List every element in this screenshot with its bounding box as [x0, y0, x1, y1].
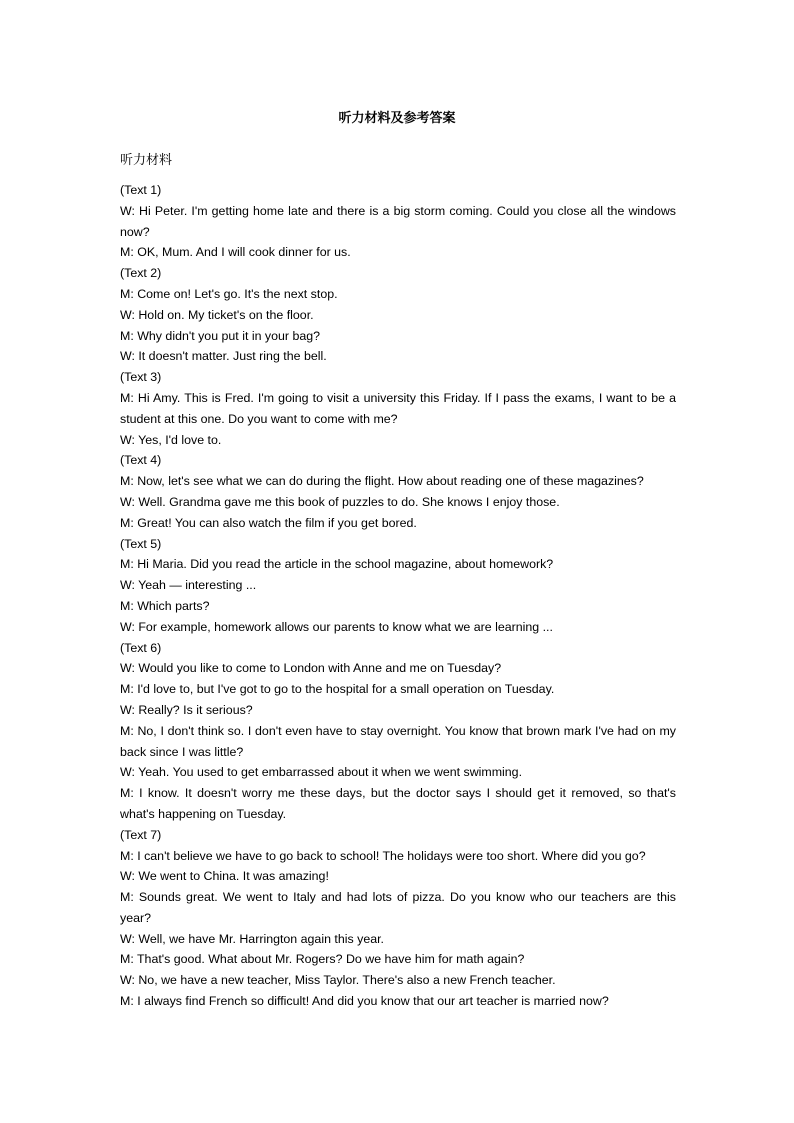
transcript-line: (Text 1) [120, 183, 162, 197]
transcript-line: W: Hi Peter. I'm getting home late and there is a big storm coming. Could you close all the windows now? [120, 203, 676, 239]
section-heading: 听力材料 [120, 152, 173, 167]
transcript-line: W: Well. Grandma gave me this book of puzzles to do. She knows I enjoy those. [120, 494, 560, 509]
transcript-line: M: I always find French so difficult! And did you know that our art teacher is married now? [120, 994, 609, 1009]
transcript-line: W: It doesn't matter. Just ring the bell. [120, 349, 327, 364]
transcript-line: W: No, we have a new teacher, Miss Taylor. There's also a new French teacher. [120, 973, 556, 988]
transcript-body [120, 180, 676, 1012]
transcript-line: W: Yes, I'd love to. [120, 432, 222, 447]
transcript-line: M: I know. It doesn't worry me these days, but the doctor says I should get it removed, so that's what's happening on Tuesday. [120, 786, 676, 821]
transcript-line: W: Hold on. My ticket's on the floor. [120, 307, 314, 322]
transcript-line: (Text 7) [120, 827, 162, 842]
transcript-line: W: Yeah — interesting ... [120, 578, 257, 593]
transcript-line: (Text 3) [120, 370, 162, 385]
transcript-line: M: Great! You can also watch the film if you get bored. [120, 515, 417, 530]
transcript-line: M: OK, Mum. And I will cook dinner for us. [120, 245, 351, 260]
transcript-line: M: No, I don't think so. I don't even have to stay overnight. You know that brown mark I've had on my back since I was little? [120, 723, 676, 759]
transcript-line: M: Which parts? [120, 598, 210, 613]
transcript-line: W: Really? Is it serious? [120, 702, 253, 717]
transcript-line: M: Sounds great. We went to Italy and had lots of pizza. Do you know who our teachers are this year? [120, 890, 676, 925]
transcript-line: W: Would you like to come to London with Anne and me on Tuesday? [120, 661, 502, 676]
transcript-line: M: Now, let's see what we can do during the flight. How about reading one of these magazines? [120, 474, 644, 489]
transcript-line: W: Well, we have Mr. Harrington again this year. [120, 931, 384, 946]
transcript-line: M: I'd love to, but I've got to go to the hospital for a small operation on Tuesday. [120, 682, 555, 697]
transcript-line: M: That's good. What about Mr. Rogers? Do we have him for math again? [120, 952, 525, 967]
transcript-line: M: Come on! Let's go. It's the next stop. [120, 286, 338, 301]
transcript-line: W: We went to China. It was amazing! [120, 869, 329, 884]
transcript-line: M: Why didn't you put it in your bag? [120, 328, 321, 343]
transcript-line: M: I can't believe we have to go back to school! The holidays were too short. Where did you go? [120, 848, 646, 863]
transcript-line: (Text 5) [120, 536, 162, 551]
transcript-line: W: For example, homework allows our parents to know what we are learning ... [120, 619, 553, 634]
transcript-line: M: Hi Maria. Did you read the article in the school magazine, about homework? [120, 557, 554, 572]
transcript-line: (Text 6) [120, 640, 162, 655]
transcript-line: M: Hi Amy. This is Fred. I'm going to visit a university this Friday. If I pass the exams, I want to be a student at this one. Do you want to come with me? [120, 390, 676, 426]
transcript-line: (Text 4) [120, 453, 162, 468]
page-title: 听力材料及参考答案 [338, 110, 456, 125]
transcript-line: (Text 2) [120, 266, 162, 281]
transcript-line: W: Yeah. You used to get embarrassed about it when we went swimming. [120, 765, 523, 780]
